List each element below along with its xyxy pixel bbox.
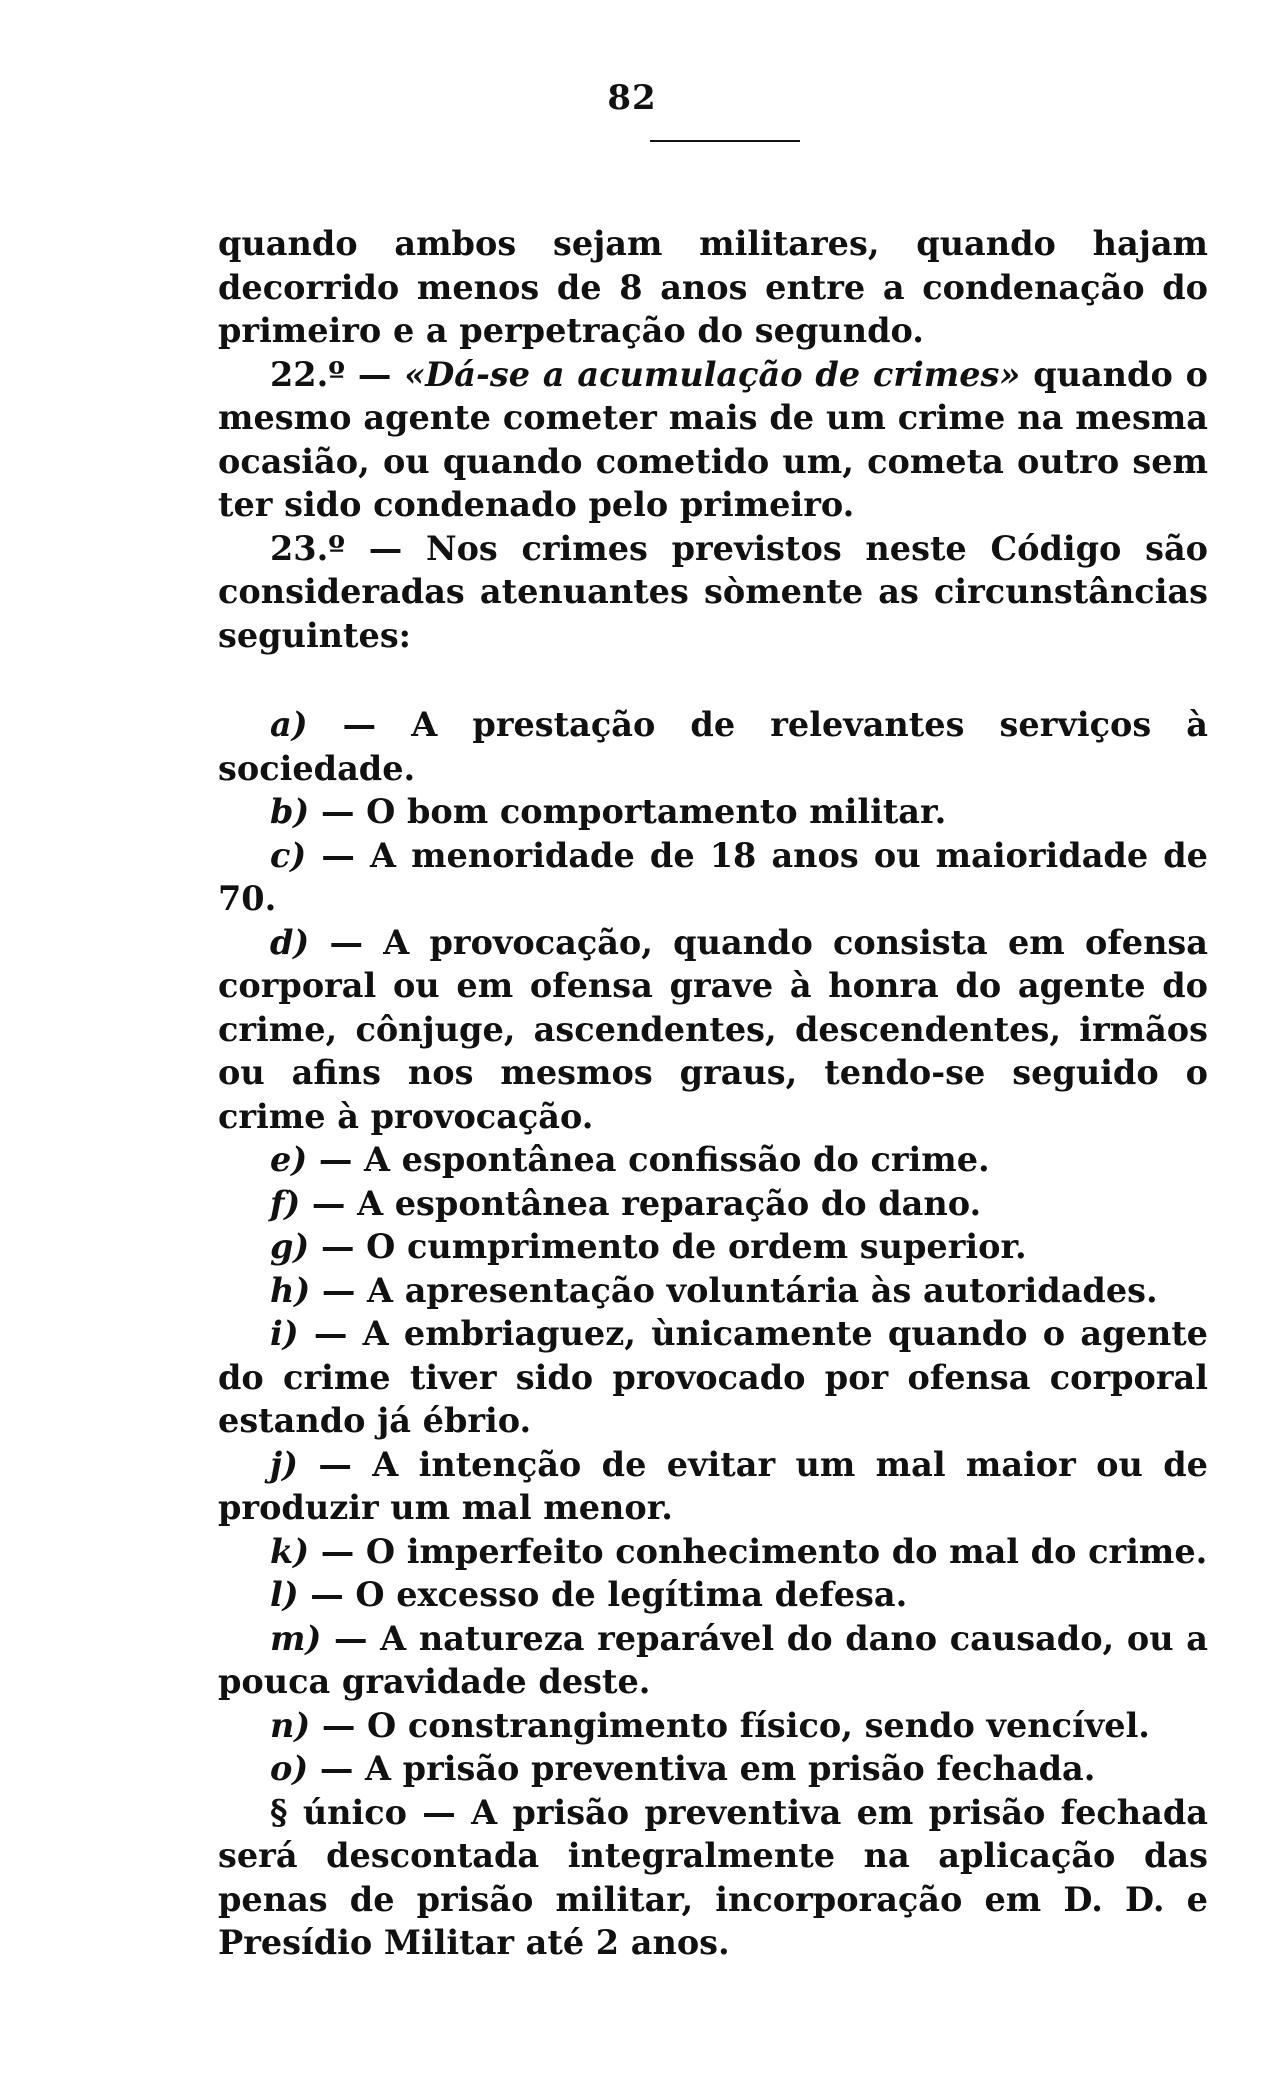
article-22 [218, 353, 1208, 527]
list-item-letter: c) [270, 835, 307, 875]
list-item [218, 1573, 1208, 1617]
page-number-rule [650, 140, 800, 142]
list-item [218, 1704, 1208, 1748]
list-item-text: — A espontânea confissão do crime. [307, 1140, 990, 1179]
paragrafo-unico: § único — A prisão preventiva em prisão fechada será descontada integralmente na aplicação das penas de prisão militar, incorporação em D. D. e Presídio Militar até 2 anos. [218, 1792, 1208, 1962]
list-item-letter: l) [270, 1575, 299, 1614]
list-item [218, 1312, 1208, 1443]
list-item [218, 1138, 1208, 1182]
list-item-text: — O cumprimento de ordem superior. [309, 1227, 1027, 1266]
paragraph-continuation: quando ambos sejam militares, quando hajam decorrido menos de 8 anos entre a condenação do primeiro e a perpetração do segundo. [218, 224, 1208, 350]
list-item [218, 1747, 1208, 1791]
list-item-letter: j) [270, 1444, 298, 1484]
article-23-text: — Nos crimes previstos neste Código são consideradas atenuantes sòmente as circunstâncias seguintes: [218, 528, 1208, 655]
list-item-letter: b) [270, 792, 310, 831]
article-22-number: 22.º [270, 354, 346, 394]
list-item-text: — A menoridade de 18 anos ou maioridade de 70. [218, 835, 1208, 918]
list-item [218, 703, 1208, 790]
list-item-letter: i) [270, 1314, 299, 1353]
body-text [218, 222, 1208, 1965]
list-item [218, 1530, 1208, 1574]
list-item [218, 1443, 1208, 1530]
article-23 [218, 527, 1208, 658]
paragraph-gap [218, 657, 1208, 703]
list-item-text: — A espontânea reparação do dano. [300, 1183, 982, 1223]
list-item-letter: d) [270, 922, 310, 962]
list-item [218, 1617, 1208, 1704]
list-item-text: — A embriaguez, ùnicamente quando o agente do crime tiver sido provocado por ofensa corporal estando já ébrio. [218, 1314, 1208, 1440]
list-item-letter: n) [270, 1705, 311, 1745]
list-item-text: — A apresentação voluntária às autoridades. [310, 1270, 1158, 1310]
list-item-letter: g) [270, 1227, 310, 1266]
list-item-text: — O imperfeito conhecimento do mal do crime. [309, 1531, 1208, 1571]
list-item-text: — A natureza reparável do dano causado, ou a pouca gravidade deste. [218, 1618, 1208, 1701]
list-item-text: — A prisão preventiva em prisão fechada. [308, 1749, 1096, 1788]
article-22-text: quando o mesmo agente cometer mais de um crime na mesma ocasião, ou quando cometido um, cometa outro sem ter sido condenado pelo primeiro. [218, 354, 1208, 524]
list-item-letter: m) [270, 1618, 322, 1658]
list-item [218, 1225, 1208, 1269]
list-item-text: — O constrangimento físico, sendo vencível. [310, 1705, 1150, 1745]
page-number: 82 [607, 78, 657, 118]
article-22-dash: — [345, 354, 405, 394]
list-item-text: — A prestação de relevantes serviços à sociedade. [218, 705, 1208, 788]
list-item-text: — O excesso de legítima defesa. [298, 1575, 908, 1614]
list-item-letter: h) [270, 1270, 311, 1310]
list-item-letter: e) [270, 1140, 308, 1179]
list-item-letter: o) [270, 1749, 309, 1788]
list-item-letter: f) [270, 1183, 301, 1223]
list-item-letter: k) [270, 1531, 310, 1571]
article-22-quoted-term: «Dá-se a acumulação de crimes» [404, 354, 1021, 394]
list-item-text: — A provocação, quando consista em ofensa corporal ou em ofensa grave à honra do agente do crime, cônjuge, ascendentes, descendentes, irmãos ou afins nos mesmos graus, tendo-se seguido o crime à provocação. [218, 922, 1208, 1136]
list-item [218, 790, 1208, 834]
list-item [218, 1182, 1208, 1226]
list-item [218, 834, 1208, 921]
list-item-text: — O bom comportamento militar. [309, 792, 947, 831]
list-item-text: — A intenção de evitar um mal maior ou de produzir um mal menor. [218, 1444, 1208, 1527]
list-item-letter: a) [270, 705, 308, 744]
article-23-number: 23.º [270, 528, 346, 568]
list-item [218, 1269, 1208, 1313]
list-item [218, 921, 1208, 1139]
